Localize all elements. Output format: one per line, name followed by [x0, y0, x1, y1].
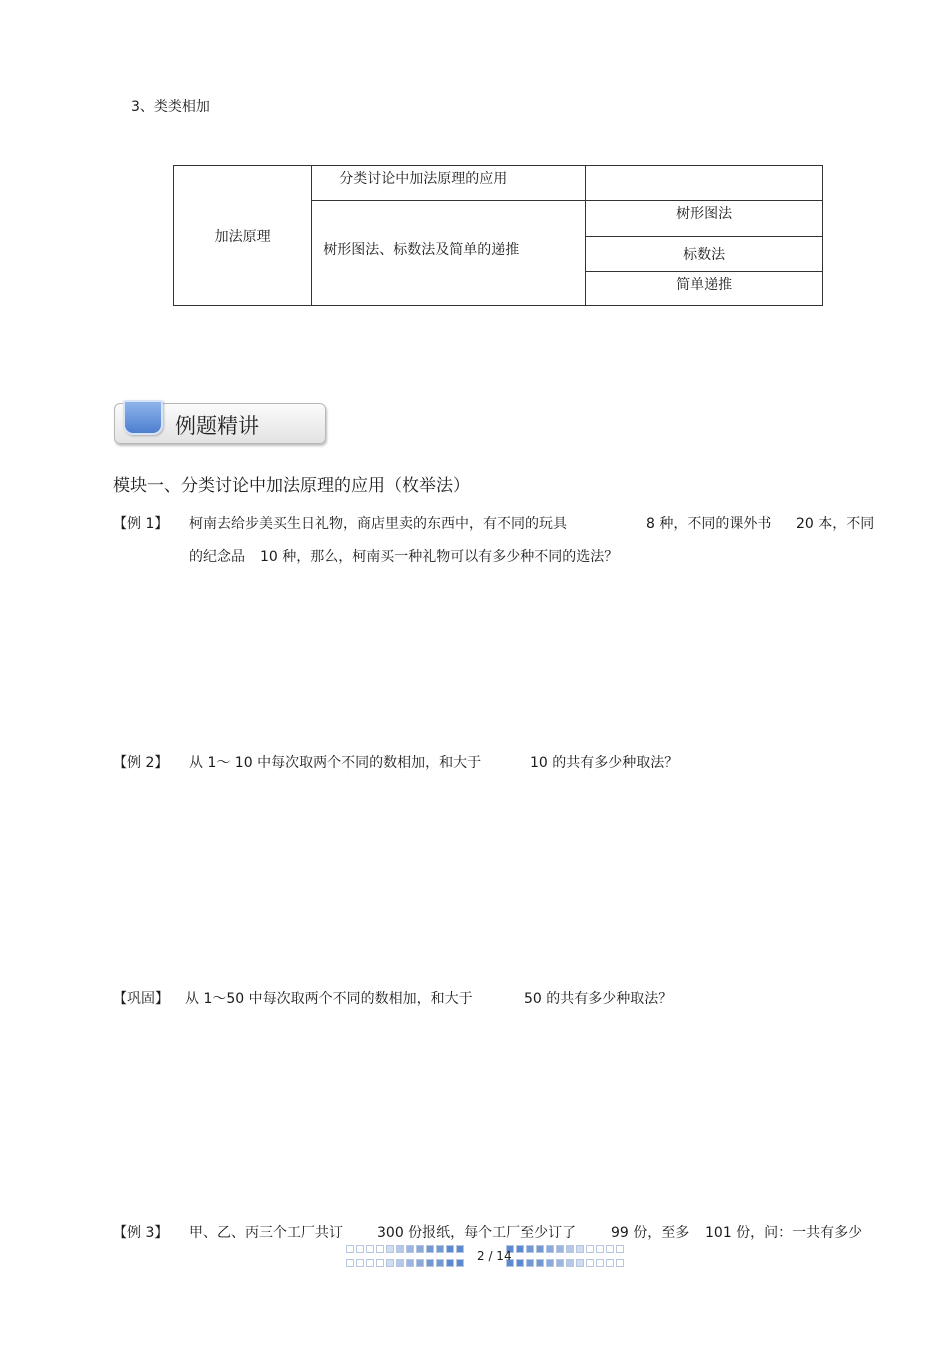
example-text: 甲、乙、丙三个工厂共订 [189, 1225, 343, 1241]
table-cell-labeling: 标数法 [586, 236, 823, 271]
table-cell-addition-principle: 加法原理 [174, 166, 312, 306]
example-label: 【例 1】 [113, 516, 169, 532]
summary-table [173, 165, 823, 306]
section-heading: 3、类类相加 [131, 99, 210, 115]
example-text: 20 本，不同 [796, 516, 875, 532]
example-text: 8 种，不同的课外书 [646, 516, 772, 532]
section-banner [114, 403, 326, 444]
bookmark-tab-icon [123, 400, 163, 435]
table-cell-tree-diagram: 树形图法 [586, 201, 823, 236]
example-text: 10 的共有多少种取法？ [530, 755, 679, 771]
table-cell-case-discussion: 分类讨论中加法原理的应用 [312, 166, 586, 201]
example-text: 10 种，那么，柯南买一种礼物可以有多少种不同的选法？ [260, 549, 619, 565]
example-text: 柯南去给步美买生日礼物，商店里卖的东西中，有不同的玩具 [189, 516, 567, 532]
table-cell-empty [586, 166, 823, 201]
page-number: 2 / 14 [477, 1249, 512, 1263]
example-text: 的纪念品 [189, 549, 245, 565]
example-text: 300 份报纸，每个工厂至少订了 [377, 1225, 577, 1241]
example-label: 【例 2】 [113, 755, 169, 771]
example-text: 从 1～50 中每次取两个不同的数相加，和大于 [185, 991, 473, 1007]
example-label: 【例 3】 [113, 1225, 169, 1241]
example-text: 50 的共有多少种取法？ [524, 991, 673, 1007]
example-label: 【巩固】 [113, 991, 169, 1007]
banner-title: 例题精讲 [175, 414, 259, 438]
example-text: 99 份，至多 [611, 1225, 690, 1241]
table-cell-methods: 树形图法、标数法及简单的递推 [312, 201, 586, 306]
example-text: 101 份，问：一共有多少 [705, 1225, 863, 1241]
table-cell-recursion: 简单递推 [586, 271, 823, 305]
module-title: 模块一、分类讨论中加法原理的应用（枚举法） [113, 476, 470, 496]
example-text: 从 1～ 10 中每次取两个不同的数相加，和大于 [189, 755, 482, 771]
